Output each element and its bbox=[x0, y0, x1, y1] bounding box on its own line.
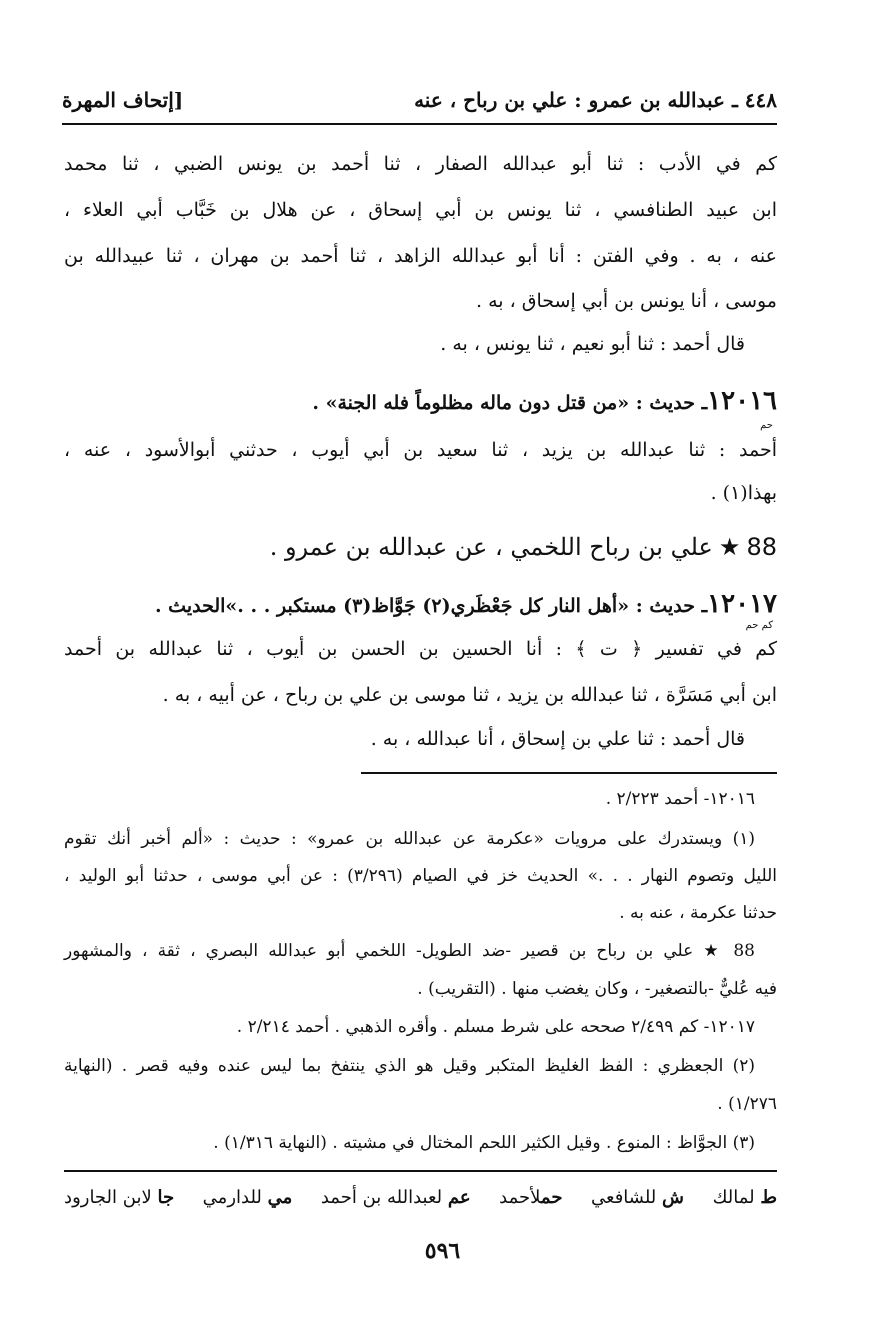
narrator-number: 88 bbox=[746, 533, 777, 561]
footnote: ١٢٠١٦- أحمد ٢/٢٢٣ . bbox=[605, 789, 755, 809]
hadith-title: ـ حديث : «من قتل دون ماله مظلوماً فله الجنة» . bbox=[312, 392, 708, 414]
footnote: ١/٢٧٦) . bbox=[717, 1094, 777, 1114]
narrator-heading bbox=[64, 530, 777, 566]
footnote: الليل وتصوم النهار . . .» الحديث خز في الصيام (٣/٢٩٦) : عن أبي موسى ، حدثنا أبو الوليد ، bbox=[64, 866, 777, 886]
text-line: كم في تفسير ﴿ ت ﴾ : أنا الحسين بن الحسن بن أيوب ، ثنا عبدالله بن أحمد bbox=[64, 638, 777, 660]
footnote: 88 ★ علي بن رباح بن قصير -ضد الطويل- اللخمي أبو عبدالله البصري ، ثقة ، والمشهور bbox=[64, 941, 755, 961]
hadith-number: ١٢٠١٦ bbox=[707, 386, 777, 416]
legend-item: حملأحمد bbox=[499, 1187, 563, 1208]
star-icon: ★ bbox=[718, 533, 741, 561]
hadith-heading-12017 bbox=[64, 587, 777, 623]
text-line: بهذا(١) . bbox=[710, 482, 777, 504]
legend-item: مي للدارمي bbox=[202, 1187, 293, 1208]
legend-item: جا لابن الجارود bbox=[64, 1187, 175, 1208]
footnote: (٣) الجوَّاظ : المنوع . وقيل الكثير اللحم المختال في مشيته . (النهاية ١/٣١٦) . bbox=[213, 1133, 755, 1153]
text-line: أحمد : ثنا عبدالله بن يزيد ، ثنا سعيد بن أبي أيوب ، حدثني أبوالأسود ، عنه ، bbox=[64, 439, 777, 461]
legend-rule bbox=[64, 1170, 777, 1172]
header-rule bbox=[62, 123, 777, 125]
narrator-title: علي بن رباح اللخمي ، عن عبدالله بن عمرو . bbox=[269, 533, 713, 561]
footnote: (١) ويستدرك على مرويات «عكرمة عن عبدالله بن عمرو» : حديث : «ألم أخبر أنك تقوم bbox=[64, 829, 755, 849]
footnote: ١٢٠١٧- كم ٢/٤٩٩ صححه على شرط مسلم . وأقره الذهبي . أحمد ٢/٢١٤ . bbox=[236, 1017, 755, 1037]
text-line: ابن عبيد الطنافسي ، ثنا يونس بن أبي إسحاق ، عن هلال بن خَبَّاب أبي العلاء ، bbox=[64, 199, 777, 221]
legend-item: عم لعبدالله بن أحمد bbox=[320, 1187, 471, 1208]
text-line: كم في الأدب : ثنا أبو عبدالله الصفار ، ثنا أحمد بن يونس الضبي ، ثنا محمد bbox=[64, 153, 777, 175]
source-mark: حم bbox=[760, 420, 773, 431]
legend-item: ش للشافعي bbox=[591, 1187, 685, 1208]
text-line: موسى ، أنا يونس بن أبي إسحاق ، به . bbox=[475, 290, 777, 312]
text-line: ابن أبي مَسَرَّة ، ثنا عبدالله بن يزيد ، ثنا موسى بن علي بن رباح ، عن أبيه ، به . bbox=[162, 684, 777, 706]
footnote: (٢) الجعظري : الفظ الغليظ المتكبر وقيل هو الذي ينتفخ بما ليس عنده وفيه قصر . (النهاية bbox=[64, 1056, 755, 1076]
hadith-number: ١٢٠١٧ bbox=[707, 589, 777, 619]
abbreviation-legend bbox=[64, 1187, 777, 1208]
text-line: عنه ، به . وفي الفتن : أنا أبو عبدالله الزاهد ، ثنا أحمد بن مهران ، ثنا عبيدالله بن bbox=[64, 245, 777, 267]
footnote-rule bbox=[361, 772, 777, 774]
hadith-heading-12016 bbox=[64, 384, 777, 420]
text-line: قال أحمد : ثنا علي بن إسحاق ، أنا عبدالله ، به . bbox=[370, 728, 745, 750]
source-mark: كم حم bbox=[745, 620, 773, 631]
text-line: قال أحمد : ثنا أبو نعيم ، ثنا يونس ، به . bbox=[440, 333, 745, 355]
running-header-book: [إتحاف المهرة bbox=[62, 88, 184, 112]
running-header-title: ٤٤٨ ـ عبدالله بن عمرو : علي بن رباح ، عنه bbox=[414, 88, 777, 112]
footnote: فيه عُليٌّ -بالتصغير- ، وكان يغضب منها . (التقريب) . bbox=[417, 979, 777, 999]
footnote: حدثنا عكرمة ، عنه به . bbox=[619, 903, 777, 923]
hadith-title: ـ حديث : «أهل النار كل جَعْظَري(٢) جَوَّاظ(٣) مستكبر . . .»الحديث . bbox=[154, 595, 708, 617]
legend-item: ط لمالك bbox=[712, 1187, 777, 1208]
page-number: ٥٩٦ bbox=[424, 1238, 461, 1264]
